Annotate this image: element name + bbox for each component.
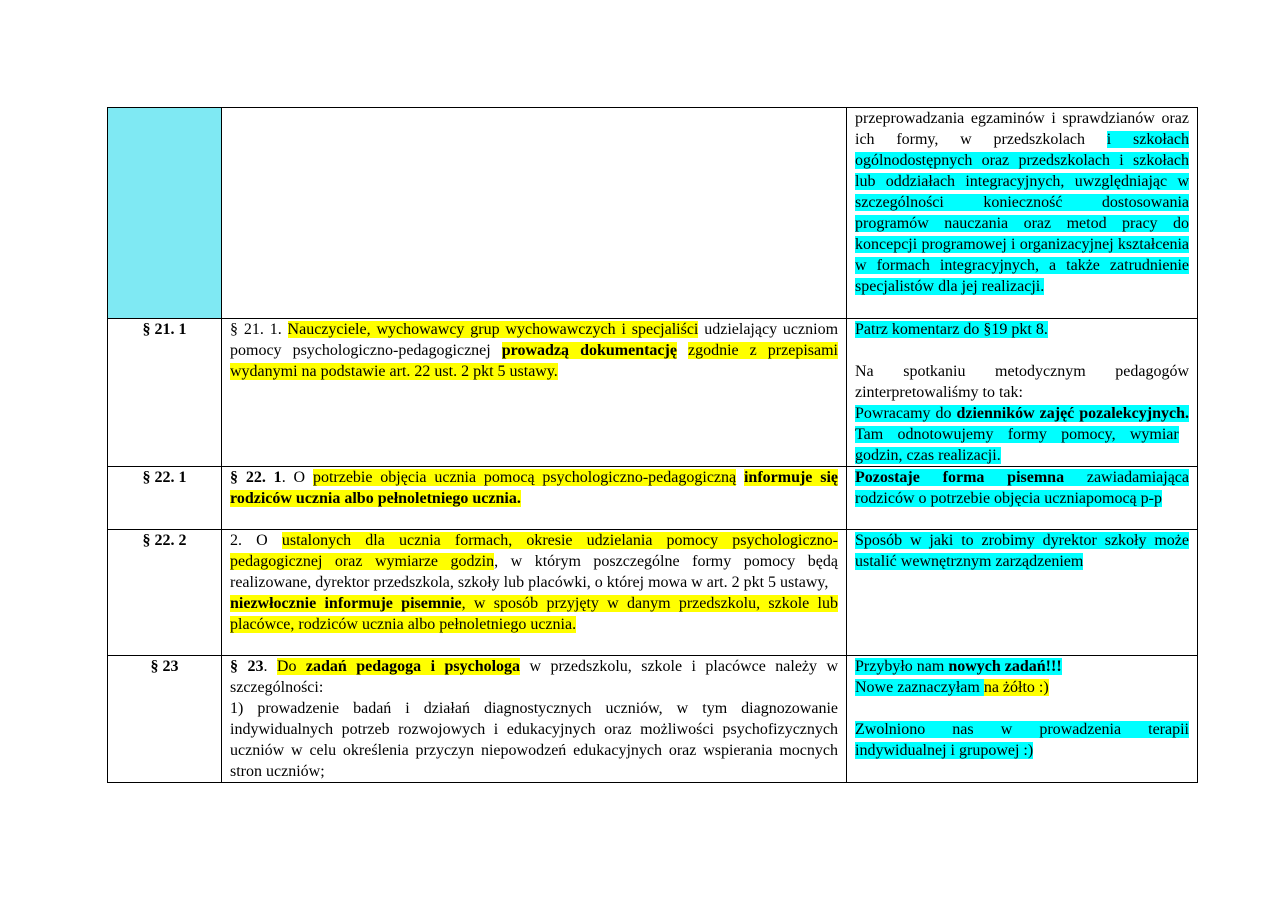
text-run: Zwolniono nas w prowadzenia terapii indywidualnej i grupowej :): [855, 721, 1189, 759]
paragraph: [230, 656, 838, 698]
regulation-text-cell: [222, 108, 847, 319]
text-run: przeprowadzania egzaminów i sprawdzianów oraz ich formy, w przedszkolach: [855, 110, 1189, 148]
paragraph: [855, 403, 1189, 466]
text-run: Powracamy do: [855, 405, 957, 422]
paragraph: [855, 319, 1189, 340]
text-run: 2. O: [230, 532, 282, 549]
table-row: [108, 108, 1198, 319]
paragraph: [230, 593, 838, 635]
paragraph: [855, 698, 1189, 719]
table-row: [108, 319, 1198, 467]
regulation-text-cell: [222, 467, 847, 530]
text-run: , w sposób przyjęty w danym przedszkolu, szkole lub placówce, rodziców ucznia albo pełnoletniego ucznia.: [230, 595, 838, 633]
text-run: . O: [281, 469, 313, 486]
paragraph: [855, 677, 1189, 698]
text-run: Na spotkaniu metodycznym pedagogów zinterpretowaliśmy to tak:: [855, 363, 1189, 401]
text-run: udzielający uczniom pomocy psychologiczno-pedagogicznej: [230, 321, 839, 359]
paragraph: [230, 530, 838, 593]
text-run: .: [263, 658, 277, 675]
comment-cell: [847, 319, 1198, 467]
text-run: informuje się rodziców ucznia albo pełnoletniego ucznia.: [230, 469, 839, 507]
paragraph: [855, 108, 1189, 297]
text-run: Nowe zaznaczyłam: [855, 679, 984, 696]
text-run: Sposób w jaki to zrobimy dyrektor szkoły może ustalić wewnętrznym zarządzeniem: [855, 532, 1189, 570]
comment-cell: [847, 530, 1198, 656]
text-run: ustalonych dla ucznia formach, okresie udzielania pomocy psychologiczno-pedagogicznej oraz wymiarze godzin: [230, 532, 838, 570]
paragraph: [230, 319, 838, 382]
text-run: w przedszkolu, szkole i placówce należy w szczególności:: [230, 658, 839, 696]
regulation-text-cell: [222, 530, 847, 656]
comment-cell: [847, 467, 1198, 530]
paragraph: [855, 656, 1189, 677]
text-run: Patrz komentarz do §19 pkt 8.: [855, 321, 1048, 338]
text-run: § 22. 1: [230, 469, 282, 486]
regulation-text-cell: [222, 656, 847, 783]
text-run: , w którym poszczególne formy pomocy będą realizowane, dyrektor przedszkola, szkoły lub placówki, o której mowa w art. 2 pkt 5 ustawy,: [230, 553, 838, 591]
text-run: [677, 342, 688, 359]
text-run: [736, 469, 744, 486]
text-run: na żółto :): [983, 679, 1049, 696]
text-run: zawiadamiająca rodziców o potrzebie objęcia uczniapomocą p-p: [855, 469, 1190, 507]
text-run: nowych zadań!!!: [948, 658, 1062, 675]
text-run: i szkołach ogólnodostępnych oraz przedszkolach i szkołach lub oddziałach integracyjnych, uwzględniając w szczególności konieczność dostosowania programów nauczania oraz metod pracy do koncepcji programowej i organizacyjnej kształcenia w formach integracyjnych, a także zatrudnienie specjalistów dla jej realizacji.: [855, 131, 1189, 295]
comment-cell: [847, 108, 1198, 319]
paragraph: [855, 361, 1189, 403]
table-row: [108, 656, 1198, 783]
text-run: Nauczyciele, wychowawcy grup wychowawczych i specjaliści: [287, 321, 699, 338]
paragraph: [855, 340, 1189, 361]
section-number-cell: § 22. 1: [108, 467, 222, 530]
paragraph: [855, 719, 1189, 761]
section-number-cell: § 23: [108, 656, 222, 783]
text-run: niezwłocznie informuje pisemnie: [230, 595, 462, 612]
text-run: 1) prowadzenie badań i działań diagnostycznych uczniów, w tym diagnozowanie indywidualnych potrzeb rozwojowych i edukacyjnych oraz możliwości psychofizycznych uczniów w celu określenia przyczyn niepowodzeń edukacyjnych oraz wspierania mocnych stron uczniów;: [230, 700, 838, 780]
text-run: Tam odnotowujemy formy pomocy, wymiar godzin, czas realizacji.: [855, 426, 1179, 464]
paragraph: [230, 698, 838, 782]
section-number-cell: § 21. 1: [108, 319, 222, 467]
regulation-comparison-table: [107, 107, 1198, 783]
paragraph: [855, 530, 1189, 572]
text-run: zgodnie z przepisami wydanymi na podstawie art. 22 ust. 2 pkt 5 ustawy.: [230, 342, 838, 380]
text-run: zadań pedagoga i psychologa: [305, 658, 521, 675]
text-run: Pozostaje forma pisemna: [855, 469, 1065, 486]
text-run: § 21. 1.: [230, 321, 288, 338]
table-body: [108, 108, 1198, 783]
regulation-text-cell: [222, 319, 847, 467]
table-row: [108, 467, 1198, 530]
table-row: [108, 530, 1198, 656]
comment-cell: [847, 656, 1198, 783]
text-run: Do: [276, 658, 306, 675]
text-run: prowadzą dokumentację: [501, 342, 677, 359]
paragraph: [230, 467, 838, 509]
section-number-cell: [108, 108, 222, 319]
text-run: dzienników zajęć pozalekcyjnych.: [956, 405, 1189, 422]
text-run: § 23: [230, 658, 264, 675]
text-run: potrzebie objęcia ucznia pomocą psychologiczno-pedagogiczną: [312, 469, 737, 486]
section-number-cell: § 22. 2: [108, 530, 222, 656]
text-run: Przybyło nam: [855, 658, 949, 675]
paragraph: [855, 467, 1189, 509]
